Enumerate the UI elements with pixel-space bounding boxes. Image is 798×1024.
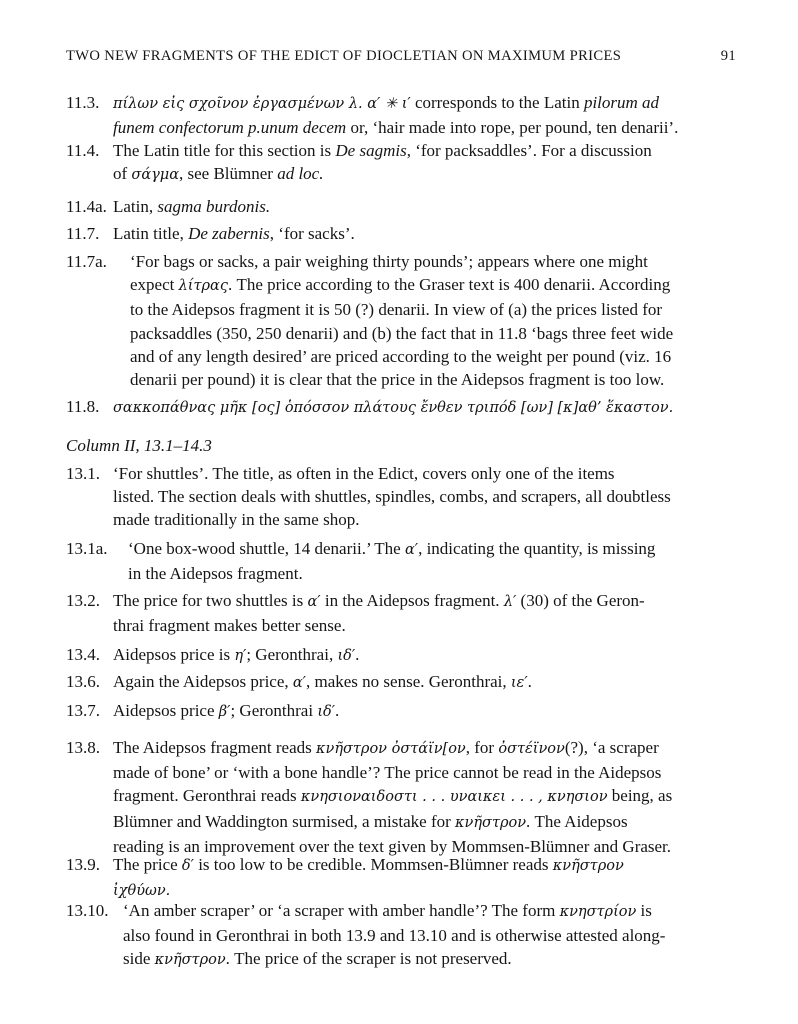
- text-run: in the Aidepsos fragment.: [128, 564, 303, 584]
- note-line: [113, 395, 738, 420]
- note-line: [130, 273, 738, 298]
- note-13-1: [66, 462, 738, 532]
- note-number: 11.7a.: [66, 252, 107, 271]
- note-number: 13.1a.: [66, 539, 108, 558]
- greek-text: κνησιοναιδοστι . . . υναικει . . . , κνησιον: [300, 789, 608, 806]
- note-line: [130, 298, 738, 321]
- text-run: Latin,: [113, 197, 158, 216]
- text-run: The Aidepsos fragment reads: [113, 738, 316, 757]
- text-run: ‘For bags or sacks, a pair weighing thirty pounds’; appears where one might: [130, 252, 648, 271]
- text-run: . The price of the scraper is not preserved.: [225, 949, 512, 969]
- text-run: expect: [130, 275, 179, 295]
- note-number: 11.8.: [66, 397, 100, 416]
- text-run: (30) of the Geron-: [516, 591, 645, 610]
- note-line: [130, 250, 738, 273]
- note-body: [113, 139, 738, 187]
- note-body: [113, 853, 738, 903]
- note-body: [113, 699, 738, 724]
- running-header: [66, 48, 736, 72]
- greek-text: ιδ′: [317, 704, 336, 720]
- note-number: 11.4.: [66, 141, 100, 160]
- note-line: [113, 670, 738, 695]
- text-run: being, as: [607, 786, 673, 806]
- greek-text: κνηστρίον: [559, 904, 637, 920]
- italic-text: ad loc.: [277, 164, 324, 184]
- text-run: or, ‘hair made into rope, per pound, ten denarii’.: [346, 118, 679, 138]
- section-subheading: Column II, 13.1–14.3: [66, 436, 212, 455]
- text-run: The price for two shuttles is: [113, 591, 308, 610]
- note-body: [113, 589, 738, 637]
- text-run: denarii per pound) it is clear that the price in the Aidepsos fragment is too low.: [130, 370, 665, 390]
- note-line: [130, 345, 738, 368]
- text-run: ; Geronthrai: [230, 701, 318, 720]
- note-line: [130, 368, 738, 391]
- note-line: [113, 784, 738, 809]
- text-run: .: [527, 672, 532, 691]
- note-number: 13.10.: [66, 901, 109, 920]
- text-run: corresponds to the Latin: [410, 93, 584, 112]
- note-number: 11.7.: [66, 224, 100, 243]
- note-body: [113, 195, 738, 218]
- text-run: side: [123, 949, 155, 969]
- text-run: to the Aidepsos fragment it is 50 (?) denarii. In view of (a) the prices listed for: [130, 300, 663, 320]
- note-line: [128, 537, 738, 562]
- text-run: , see Blümner: [179, 164, 278, 184]
- text-run: made of bone’ or ‘with a bone handle’? The price cannot be read in the Aidepsos: [113, 763, 662, 783]
- note-body: [130, 250, 738, 391]
- note-number: 13.9.: [66, 855, 100, 874]
- text-run: . The Aidepsos: [526, 811, 628, 831]
- note-line: [113, 222, 738, 245]
- note-line: [113, 853, 738, 878]
- text-run: , ‘for sacks’.: [269, 224, 355, 243]
- greek-text: κνῆστρον ὀστάϊν[ον: [316, 741, 466, 757]
- greek-text: σάγμα: [131, 167, 179, 184]
- note-number: 13.8.: [66, 738, 100, 757]
- note-line: [113, 162, 738, 187]
- text-run: packsaddles (350, 250 denarii) and (b) the fact that in 11.8 ‘bags three feet wide: [130, 323, 674, 343]
- greek-text: σακκοπάθνας μῆκ [ος] ὁπόσσον πλάτους ἔνθεν τριπόδ [ων] [κ]αθ’ ἕκαστον.: [113, 400, 674, 416]
- italic-text: De zabernis: [188, 224, 270, 243]
- greek-text: ιδ′: [337, 648, 356, 664]
- greek-text: λίτρας: [178, 278, 228, 295]
- greek-text: κνῆστρον: [154, 952, 226, 969]
- note-11-4: [66, 139, 738, 187]
- text-run: (?), ‘a scraper: [564, 738, 659, 757]
- greek-text: ιε′: [510, 675, 528, 691]
- note-line: [128, 562, 738, 585]
- text-run: of: [113, 164, 132, 184]
- italic-text: funem confectorum p.unum decem: [113, 118, 347, 138]
- note-line: [113, 589, 738, 614]
- italic-text: pilorum ad: [583, 93, 660, 112]
- greek-text: α′: [307, 594, 321, 610]
- note-line: [113, 116, 738, 139]
- note-line: [113, 699, 738, 724]
- text-run: The price: [113, 855, 182, 874]
- text-run: is: [636, 901, 652, 920]
- note-line: [113, 139, 738, 162]
- note-11-3: [66, 91, 738, 139]
- greek-text: κνῆστρον: [552, 858, 624, 874]
- note-body: [123, 899, 738, 973]
- text-run: made traditionally in the same shop.: [113, 510, 360, 530]
- note-body: [113, 736, 738, 858]
- note-line: [113, 195, 738, 218]
- note-13-10: [66, 899, 738, 973]
- note-number: 13.6.: [66, 672, 100, 691]
- note-line: [113, 736, 738, 761]
- note-body: [113, 670, 738, 695]
- note-body: [113, 222, 738, 245]
- text-run: .: [355, 645, 360, 664]
- text-run: thrai fragment makes better sense.: [113, 616, 346, 636]
- page-number: 91: [720, 48, 736, 64]
- italic-text: De sagmis: [335, 141, 407, 160]
- running-title: TWO NEW FRAGMENTS OF THE EDICT OF DIOCLETIAN ON MAXIMUM PRICES: [66, 48, 622, 64]
- note-13-2: [66, 589, 738, 637]
- note-line: [123, 947, 738, 972]
- text-run: ‘For shuttles’. The title, as often in the Edict, covers only one of the items: [113, 464, 615, 483]
- note-11-7: [66, 222, 738, 245]
- text-run: , makes no sense. Geronthrai,: [305, 672, 511, 691]
- note-11-8: [66, 395, 738, 420]
- greek-text: λ′: [503, 594, 517, 610]
- note-13-9: [66, 853, 738, 903]
- note-line: [113, 614, 738, 637]
- greek-text: α′: [404, 542, 419, 558]
- note-13-1a: [66, 537, 738, 585]
- text-run: , for: [465, 738, 499, 757]
- text-run: , ‘for packsaddles’. For a discussion: [406, 141, 652, 160]
- note-body: [128, 537, 738, 585]
- text-run: Aidepsos price is: [113, 645, 235, 664]
- text-run: Blümner and Waddington surmised, a mistake for: [113, 811, 456, 831]
- text-run: fragment. Geronthrai reads: [113, 786, 301, 806]
- note-line: [113, 761, 738, 784]
- note-11-7a: [66, 250, 738, 391]
- text-run: Again the Aidepsos price,: [113, 672, 293, 691]
- note-body: [113, 643, 738, 668]
- note-line: [113, 91, 738, 116]
- note-11-4a: [66, 195, 738, 218]
- text-run: , indicating the quantity, is missing: [418, 539, 656, 558]
- note-line: [130, 322, 738, 345]
- note-number: 13.7.: [66, 701, 100, 720]
- note-line: [123, 924, 738, 947]
- text-run: ‘One box-wood shuttle, 14 denarii.’ The: [128, 539, 405, 558]
- note-13-6: [66, 670, 738, 695]
- note-number: 13.1.: [66, 464, 100, 483]
- greek-text: δ′: [181, 858, 194, 874]
- note-line: [113, 508, 738, 531]
- note-13-8: [66, 736, 738, 858]
- text-run: is too low to be credible. Mommsen-Blümner reads: [193, 855, 553, 874]
- italic-text: sagma burdonis.: [157, 197, 271, 216]
- greek-text: β′: [218, 704, 231, 720]
- text-run: and of any length desired’ are priced according to the weight per pound (viz. 16: [130, 346, 672, 366]
- text-run: Latin title,: [113, 224, 189, 243]
- note-line: [113, 643, 738, 668]
- note-13-4: [66, 643, 738, 668]
- text-run: also found in Geronthrai in both 13.9 and 13.10 and is otherwise attested along-: [123, 926, 666, 946]
- note-line: [113, 485, 738, 508]
- note-line: [123, 899, 738, 924]
- note-number: 13.4.: [66, 645, 100, 664]
- text-run: reading is an improvement over the text given by Mommsen-Blümner and Graser.: [113, 836, 672, 856]
- text-run: ‘An amber scraper’ or ‘a scraper with amber handle’? The form: [123, 901, 560, 920]
- text-run: .: [335, 701, 340, 720]
- note-body: [113, 462, 738, 532]
- text-run: listed. The section deals with shuttles, spindles, combs, and scrapers, all doubtless: [113, 487, 671, 507]
- greek-text: ὀστέϊνον: [498, 741, 565, 757]
- text-run: The Latin title for this section is: [113, 141, 336, 160]
- note-number: 11.3.: [66, 93, 100, 112]
- note-body: [113, 91, 738, 139]
- note-line: [113, 810, 738, 835]
- greek-text: α′: [292, 675, 306, 691]
- text-run: . The price according to the Graser text is 400 denarii. According: [227, 275, 671, 295]
- greek-text: κνῆστρον: [455, 814, 527, 831]
- greek-text: η′: [234, 648, 247, 664]
- note-number: 11.4a.: [66, 197, 107, 216]
- note-line: [113, 462, 738, 485]
- text-run: in the Aidepsos fragment.: [320, 591, 504, 610]
- note-body: [113, 395, 738, 420]
- text-run: Aidepsos price: [113, 701, 219, 720]
- note-13-7: [66, 699, 738, 724]
- note-number: 13.2.: [66, 591, 100, 610]
- greek-text: ἰχθύων.: [113, 883, 171, 900]
- text-run: ; Geronthrai,: [246, 645, 338, 664]
- greek-text: πίλων εἰς σχοῖνον ἐργασμένων λ. α′ ✳ ι′: [113, 96, 411, 112]
